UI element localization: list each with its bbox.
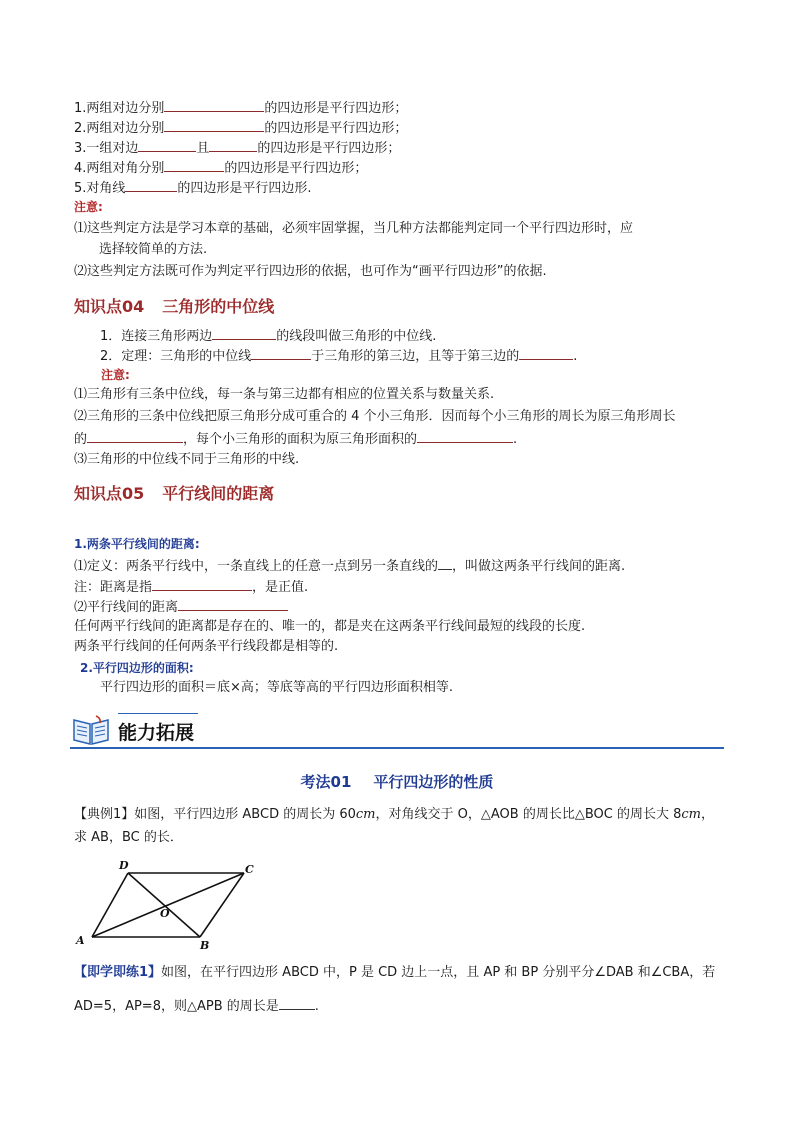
midline-note-2-post: . [513,432,518,447]
section-04-title [74,294,274,317]
answer-blank[interactable] [417,429,513,443]
answer-blank[interactable] [164,158,224,172]
criterion-3 [74,138,400,158]
answer-blank[interactable] [164,98,264,112]
example-1-text-b: ，对角线交于 O，△AOB 的周长比△BOC 的周长大 8 [375,807,682,822]
section-05-label: 知识点05 [74,484,145,503]
midline-note-2-cont [74,429,517,449]
side-da [92,873,128,937]
criterion-1-pre: 1.两组对边分别 [74,101,165,116]
example-1-text-c: ， [700,807,714,822]
answer-blank[interactable] [438,556,452,570]
midline-note-1: ⑴三角形有三条中位线，每一条与第三边都有相应的位置关系与数量关系. [74,387,495,402]
note-label: 注意: [101,368,130,382]
criterion-1-post: 的四边形是平行四边形； [264,101,408,116]
label-d: D [119,859,129,872]
midline-definition-post: 的线段叫做三角形的中位线. [276,329,437,344]
label-b: B [200,939,210,952]
distance-note-pre: 注：距离是指 [74,580,153,595]
criterion-2-pre: 2.两组对边分别 [74,121,165,136]
midline-definition-pre: 1．连接三角形两边 [100,329,213,344]
example-1-unit-1: cm [355,807,376,822]
method-label: 考法01 [300,773,352,791]
example-1-line-1 [74,806,714,824]
parallel-distance-fact-2: 两条平行线间的任何两条平行线段都是相等的. [74,639,339,654]
distance-note [74,577,308,597]
midline-note-2-pre: 的 [74,432,88,447]
parallel-distance-heading: 1.两条平行线间的距离: [74,537,200,551]
criterion-5-post: 的四边形是平行四边形. [177,181,312,196]
practice-1-text-c: . [314,999,319,1014]
answer-blank[interactable] [279,996,315,1010]
criterion-5-pre: 5.对角线 [74,181,126,196]
answer-blank[interactable] [212,326,276,340]
criterion-3-mid: 且 [196,141,210,156]
parallel-distance-definition-pre: ⑴定义：两条平行线中，一条直线上的任意一点到另一条直线的 [74,559,439,574]
criterion-3-pre: 3.一组对边 [74,141,139,156]
criterion-4 [74,158,367,178]
note-1: ⑴这些判定方法是学习本章的基础，必须牢固掌握，当几种方法都能判定同一个平行四边形时，应 [74,221,634,236]
answer-blank[interactable] [178,597,288,611]
midline-note-3: ⑶三角形的中位线不同于三角形的中线. [74,452,300,467]
criterion-2 [74,118,407,138]
practice-1-line-2 [74,996,319,1016]
section-04-heading: 三角形的中位线 [162,297,275,316]
practice-1-text-a: 如图，在平行四边形 ABCD 中，P 是 CD 边上一点，且 AP 和 BP 分别平分∠DAB 和∠CBA，若 [161,965,716,980]
diagonal-bd [128,873,200,937]
parallel-distance-item [74,597,288,617]
example-1-tag: 【典例1】 [74,807,135,822]
section-04-label: 知识点04 [74,297,145,316]
midline-definition [100,326,436,346]
banner-rule [70,747,724,749]
label-a: A [76,934,85,947]
banner-rule-top [118,713,198,714]
midline-note-2: ⑵三角形的三条中位线把原三角形分成可重合的 4 个小三角形．因而每个小三角形的周长为原三角形周长 [74,409,676,424]
parallelogram-figure [72,855,272,955]
answer-blank[interactable] [519,346,573,360]
parallel-distance-definition-post: ，叫做这两条平行线间的距离. [452,559,626,574]
book-icon [70,714,112,746]
midline-theorem-pre: 2．定理：三角形的中位线 [100,349,252,364]
answer-blank[interactable] [152,577,252,591]
criterion-1 [74,98,407,118]
parallel-distance-fact-1: 任何两平行线间的距离都是存在的、唯一的，都是夹在这两条平行线间最短的线段的长度. [74,619,586,634]
section-05-heading: 平行线间的距离 [162,484,275,503]
area-heading: 2.平行四边形的面积: [80,661,194,675]
midline-theorem [100,346,577,366]
answer-blank[interactable] [125,178,177,192]
note-2: ⑵这些判定方法既可作为判定平行四边形的依据，也可作为“画平行四边形”的依据. [74,264,547,279]
midline-note-2-mid: ，每个小三角形的面积为原三角形面积的 [183,432,418,447]
parallel-distance-item-pre: ⑵平行线间的距离 [74,600,179,615]
distance-note-post: ，是正值. [252,580,309,595]
answer-blank[interactable] [209,138,257,152]
criterion-3-post: 的四边形是平行四边形； [257,141,401,156]
answer-blank[interactable] [251,346,311,360]
banner-title: 能力拓展 [118,722,195,744]
answer-blank[interactable] [164,118,264,132]
area-formula: 平行四边形的面积＝底×高；等底等高的平行四边形面积相等. [100,680,454,695]
example-1-unit-2: cm [681,807,701,822]
criterion-4-pre: 4.两组对角分别 [74,161,165,176]
note-1-cont: 选择较简单的方法. [99,242,208,257]
midline-theorem-post: . [573,349,578,364]
example-1-text-a: 如图，平行四边形 ABCD 的周长为 60 [134,807,356,822]
method-heading: 平行四边形的性质 [373,773,494,791]
answer-blank[interactable] [87,429,183,443]
midline-theorem-mid: 于三角形的第三边，且等于第三边的 [311,349,520,364]
method-title [0,771,794,792]
label-c: C [245,863,254,876]
criterion-5 [74,178,312,198]
example-1-line-2: 求 AB，BC 的长． [74,830,183,845]
criterion-2-post: 的四边形是平行四边形； [264,121,408,136]
practice-1-tag: 【即学即练1】 [74,965,162,980]
practice-1-line-1 [74,964,715,982]
note-label: 注意: [74,200,103,214]
parallel-distance-definition [74,556,625,576]
practice-1-text-b: AD=5，AP=8，则△APB 的周长是 [74,999,279,1014]
section-05-title [74,481,274,504]
answer-blank[interactable] [138,138,196,152]
label-o: O [160,907,170,920]
criterion-4-post: 的四边形是平行四边形； [224,161,368,176]
